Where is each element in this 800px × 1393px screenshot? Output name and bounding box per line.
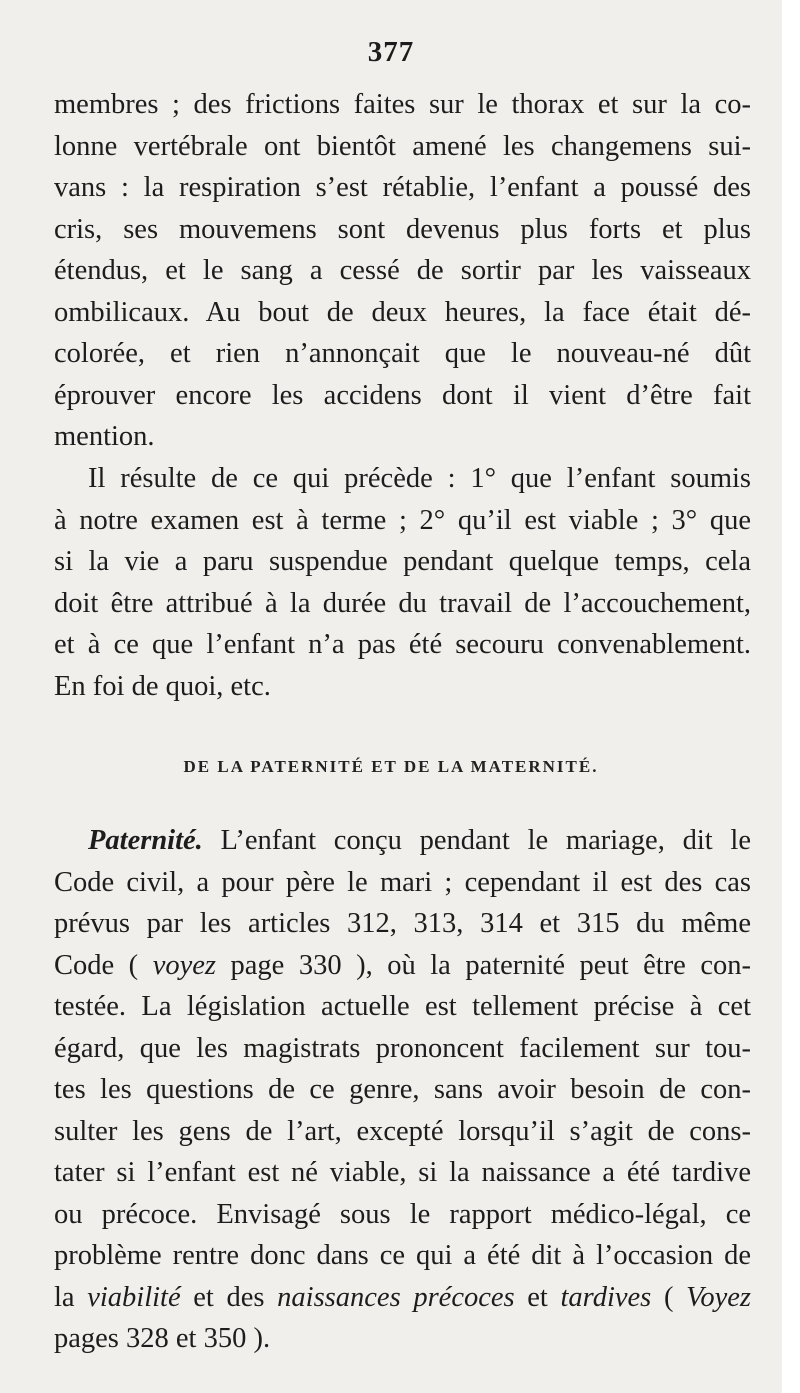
- text-line: éprouver encore les accidens dont il vient d’être fait: [54, 379, 751, 411]
- text-line: problème rentre donc dans ce qui a été dit à l’occasion de: [54, 1240, 751, 1271]
- italic-word: viabilité: [87, 1281, 181, 1313]
- paragraph-conclusion: [54, 458, 751, 707]
- italic-lead: Paternité.: [88, 825, 203, 856]
- scan-margin: [782, 0, 800, 1393]
- text-line: si la vie a paru suspendue pendant quelque temps, cela: [54, 546, 751, 577]
- text-line: tater si l’enfant est né viable, si la naissance a été tardive: [54, 1157, 751, 1188]
- text-line: [54, 820, 751, 862]
- text-line: Il résulte de ce qui précède : 1° que l’enfant soumis: [88, 463, 751, 494]
- text-line: [54, 945, 751, 987]
- section-heading: DE LA PATERNITÉ ET DE LA MATERNITÉ.: [183, 757, 599, 776]
- text-line: sulter les gens de l’art, excepté lorsqu’il s’agit de cons-: [54, 1115, 751, 1147]
- text-line: En foi de quoi, etc.: [54, 670, 271, 702]
- italic-word: tardives: [560, 1281, 652, 1313]
- paragraph-continuation: [54, 84, 751, 458]
- text-line: égard, que les magistrats prononcent facilement sur tou-: [54, 1032, 751, 1064]
- text-line: mention.: [54, 421, 155, 452]
- text-line: Code civil, a pour père le mari ; cependant il est des cas: [54, 866, 751, 898]
- text-line: étendus, et le sang a cessé de sortir par les vaisseaux: [54, 255, 751, 286]
- text-fragment: Code (: [54, 949, 153, 981]
- italic-word: Voyez: [686, 1281, 751, 1313]
- text-line: cris, ses mouvemens sont devenus plus forts et plus: [54, 213, 751, 245]
- text-line: doit être attribué à la durée du travail de l’accouchement,: [54, 587, 751, 619]
- text-fragment: page 330 ), où la paternité peut être con-: [215, 949, 751, 981]
- text-line: prévus par les articles 312, 313, 314 et 315 du même: [54, 908, 751, 939]
- text-line: [54, 1277, 751, 1319]
- text-fragment: L’enfant conçu pendant le mariage, dit le: [202, 825, 751, 856]
- text-line: colorée, et rien n’annonçait que le nouveau-né dût: [54, 338, 751, 369]
- text-line: pages 328 et 350 ).: [54, 1323, 271, 1354]
- text-line: lonne vertébrale ont bientôt amené les changemens sui-: [54, 130, 751, 162]
- text-fragment: (: [651, 1281, 687, 1313]
- italic-word: voyez: [152, 949, 216, 981]
- text-line: ou précoce. Envisagé sous le rapport médico-légal, ce: [54, 1198, 751, 1230]
- italic-word: naissances précoces: [277, 1281, 515, 1313]
- paragraph-paternite: [54, 820, 751, 1360]
- text-line: testée. La législation actuelle est tellement précise à cet: [54, 991, 751, 1022]
- text-line: à notre examen est à terme ; 2° qu’il est viable ; 3° que: [54, 504, 751, 536]
- text-fragment: la: [54, 1281, 88, 1313]
- text-line: et à ce que l’enfant n’a pas été secouru convenablement.: [54, 629, 751, 660]
- text-fragment: et: [514, 1281, 561, 1313]
- page-number: 377: [367, 36, 415, 68]
- text-line: membres ; des frictions faites sur le thorax et sur la co-: [54, 89, 751, 120]
- text-line: vans : la respiration s’est rétablie, l’enfant a poussé des: [54, 172, 751, 203]
- text-line: tes les questions de ce genre, sans avoir besoin de con-: [54, 1074, 751, 1105]
- text-line: ombilicaux. Au bout de deux heures, la face était dé-: [54, 296, 751, 328]
- text-fragment: et des: [180, 1281, 278, 1313]
